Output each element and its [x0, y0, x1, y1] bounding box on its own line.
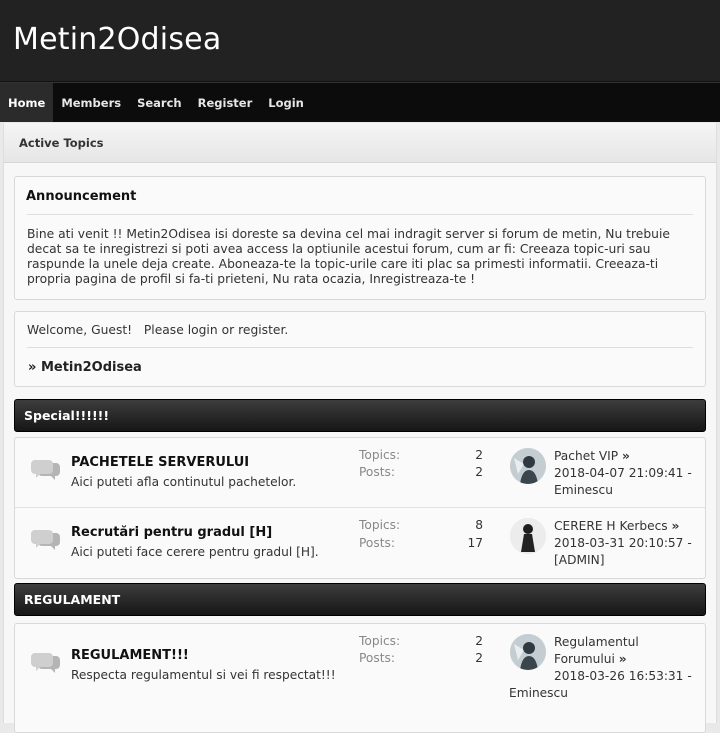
topics-count: 8: [475, 518, 483, 532]
forum-title[interactable]: PACHETELE SERVERULUI: [71, 455, 250, 470]
breadcrumb: [4, 123, 716, 163]
forum-row: [15, 438, 705, 508]
breadcrumb-arrow: »: [28, 360, 37, 375]
posts-count: 17: [467, 536, 483, 550]
topics-count: 2: [475, 634, 483, 648]
welcome-text: [15, 312, 705, 347]
forum-list-regulament: [14, 623, 706, 733]
last-post-info: [554, 634, 704, 685]
active-topics-link[interactable]: Active Topics: [19, 135, 104, 150]
last-post-author[interactable]: [ADMIN]: [554, 553, 605, 567]
topics-label: Topics:: [359, 448, 401, 462]
register-link[interactable]: register.: [238, 323, 289, 337]
announcement-title: Announcement: [26, 189, 137, 204]
category-header-special: [14, 399, 706, 432]
topics-label: Topics:: [359, 634, 401, 648]
last-post-title-line1[interactable]: Regulamentul: [554, 635, 639, 649]
forum-description: Aici puteti face cerere pentru gradul [H].: [71, 545, 319, 559]
avatar[interactable]: [510, 634, 546, 670]
last-post-arrow[interactable]: »: [618, 652, 627, 666]
forum-row: [15, 508, 705, 578]
forum-row: [15, 624, 705, 708]
posts-count: 2: [475, 465, 483, 479]
avatar[interactable]: [510, 448, 546, 484]
nav-login[interactable]: Login: [268, 95, 304, 110]
last-post-author[interactable]: Eminescu: [509, 686, 568, 700]
login-link[interactable]: login: [187, 323, 218, 337]
announcement-panel: [14, 176, 706, 300]
last-post-info: [554, 518, 699, 569]
topics-count: 2: [475, 448, 483, 462]
category-title[interactable]: REGULAMENT: [24, 592, 121, 607]
main-nav: [0, 82, 720, 122]
avatar[interactable]: [510, 518, 546, 554]
nav-home[interactable]: Home: [0, 83, 53, 122]
nav-members[interactable]: Members: [61, 95, 122, 110]
topics-label: Topics:: [359, 518, 401, 532]
last-post-date: 2018-03-31 20:10:57 -: [554, 536, 692, 550]
forum-description: Respecta regulamentul si vei fi respectat!!!: [71, 668, 336, 682]
last-post-author[interactable]: Eminescu: [554, 483, 613, 497]
nav-search[interactable]: Search: [137, 95, 182, 110]
last-post-title[interactable]: CERERE H Kerbecs: [554, 519, 668, 533]
last-post-arrow[interactable]: »: [622, 449, 630, 463]
posts-count: 2: [475, 651, 483, 665]
announcement-text: Bine ati venit !! Metin2Odisea isi doreste sa devina cel mai indragit server si forum de metin, Nu trebuie decat sa te inregistrezi si poti avea access la optiunile acestui forum, cum ar fi: Creeaza topic-uri sau raspunde la unele deja create. Aboneaza-te la topic-urile care iti plac sa primesti informatii. Creeaza-ti propria pagina de profil si fa-ti prieteni, Nu rata ocazia, Inregistreaza-te !: [27, 227, 670, 286]
please-text: Please: [143, 323, 184, 337]
last-post-arrow[interactable]: »: [671, 519, 680, 533]
last-post-date: 2018-03-26 16:53:31 -: [554, 669, 692, 683]
nav-register[interactable]: Register: [197, 95, 253, 110]
forum-title[interactable]: REGULAMENT!!!: [71, 648, 189, 663]
forum-chat-icon: [30, 652, 62, 676]
site-title[interactable]: Metin2Odisea: [13, 22, 222, 57]
guest-greeting: Welcome, Guest!: [27, 323, 133, 337]
content-area: [3, 123, 717, 723]
or-text: or: [221, 323, 235, 337]
category-header-regulament: [14, 583, 706, 616]
last-post-title-line2[interactable]: Forumului: [554, 652, 615, 666]
forum-root-link[interactable]: [15, 348, 705, 385]
forum-list-special: [14, 437, 706, 579]
forum-description: Aici puteti afla continutul pachetelor.: [71, 475, 297, 489]
posts-label: Posts:: [359, 536, 395, 550]
last-post-info: [554, 448, 699, 499]
last-post-date: 2018-04-07 21:09:41 -: [554, 466, 692, 480]
last-post-title[interactable]: Pachet VIP: [554, 449, 619, 463]
forum-chat-icon: [30, 529, 62, 553]
category-title[interactable]: Special!!!!!!: [24, 408, 110, 423]
forum-root-name[interactable]: Metin2Odisea: [40, 360, 142, 375]
site-header: [0, 0, 720, 82]
welcome-panel: [14, 311, 706, 387]
posts-label: Posts:: [359, 465, 395, 479]
posts-label: Posts:: [359, 651, 395, 665]
forum-chat-icon: [30, 459, 62, 483]
forum-title[interactable]: Recrutări pentru gradul [H]: [71, 525, 273, 540]
